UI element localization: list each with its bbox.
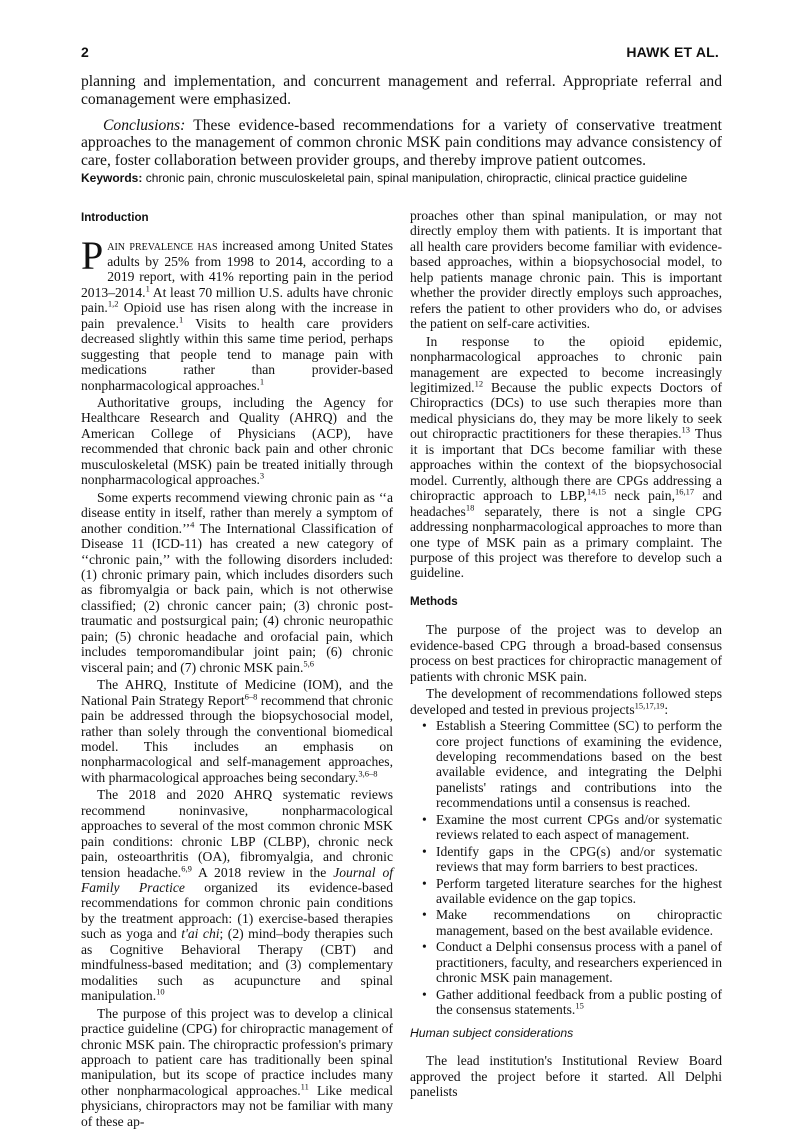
text-run: At least 70 million U.S. adults have chronic pain. (81, 284, 393, 316)
drop-cap: P (81, 233, 104, 279)
text-run: The AHRQ, Institute of Medicine (IOM), and the National Pain Strategy Report (81, 677, 393, 708)
citation: 14,15 (586, 486, 607, 497)
text-run: Like medical physicians, chiropractors may not be familiar with many of these ap- (81, 1082, 393, 1129)
citation: 1,2 (107, 298, 119, 309)
methods-heading: Methods (410, 594, 458, 608)
right-column (410, 208, 722, 1099)
keywords-text: chronic pain, chronic musculoskeletal pain, spinal manipulation, chiropractic, clinical practice guideline (142, 171, 688, 185)
taichi-term: t'ai chi (181, 926, 220, 942)
introduction-heading: Introduction (81, 211, 149, 224)
text-run: neck pain, (606, 488, 675, 504)
list-item: • Conduct a Delphi consensus process with a panel of practitioners, faculty, and researchers experienced in chronic MSK pain management. (436, 939, 722, 985)
list-item (436, 987, 722, 1018)
citation: 18 (465, 502, 475, 513)
citation: 3,6–8 (358, 768, 378, 779)
intro-paragraph-3 (81, 490, 393, 675)
citation: 1 (145, 283, 150, 294)
citation: 1 (178, 314, 184, 325)
left-column (81, 208, 393, 1129)
citation: 6,9 (181, 863, 192, 874)
citation: 10 (156, 986, 165, 997)
text-run: Some experts recommend viewing chronic pain as ‘‘a disease entity in itself, rather than merely a symptom of another condition.’’ (81, 489, 393, 536)
text-run: In response to the opioid epidemic, nonpharmacological approaches to chronic pain management are expected to become increasingly legitimized. (410, 333, 722, 395)
list-item: • Make recommendations on chiropractic management, based on the best available evidence. (436, 907, 722, 938)
text-run: Visits to health care providers decreased slightly within this same time period, perhaps suggesting that people tend to manage pain with medications rather than provider-based nonpharmacological approaches. (81, 315, 393, 393)
methods-steps-list (410, 718, 722, 1018)
intro-paragraph-6 (81, 1006, 393, 1129)
citation: 1 (259, 376, 265, 386)
keywords (81, 171, 722, 186)
list-item: • Establish a Steering Committee (SC) to perform the core project functions of examining the evidence, developing recommendations based on the best available evidence, and integrating the Delphi panelists' ratings and contributions into the recommendations until a consensus is reached. (436, 718, 722, 811)
intro-paragraph-5 (81, 787, 393, 1003)
citation: 15,17,19 (634, 700, 665, 711)
text-run: : (664, 701, 669, 717)
abstract-conclusions (81, 117, 722, 170)
text-run: ; (2) mind–body therapies such as Cognitive Behavioral Therapy (CBT) and mindfulness-based meditation; and (3) complementary modalities such as acupuncture and spinal manipulation. (81, 926, 393, 1004)
text-run: separately, there is not a single CPG addressing nonpharmacological approaches to more than one type of MSK pain as a primary complaint. The purpose of this project was therefore to develop such a guideline. (410, 503, 722, 581)
human-subject-subheading: Human subject considerations (410, 1025, 574, 1040)
text-run: increased among United States adults by 25% from 1998 to 2014, according to a 2019 report, with 41% reporting pain in the period 2013–2014. (81, 238, 393, 300)
keywords-label: Keywords: (81, 171, 143, 185)
text-run: The development of recommendations followed steps developed and tested in previous projects (410, 686, 722, 717)
citation: 4 (190, 519, 195, 530)
citation: 3 (259, 470, 265, 481)
text-run: The International Classification of Disease 11 (ICD-11) has created a new category of ‘‘chronic pain,’’ with the following disorders included: (1) chronic primary pain, which includes disorders such as fibromyalgia or back pain, which is not otherwise classified; (2) chronic cancer pain; (3) chronic post-traumatic and postsurgical pain; (4) chronic neuropathic pain; (5) chronic headache and orofacial pain, which includes temporomandibular joint pain; (6) chronic visceral pain; and (7) chronic MSK pain. (81, 520, 393, 675)
running-head: HAWK ET AL. (626, 44, 719, 60)
citation: 6–8 (244, 691, 258, 702)
text-run: A 2018 review in the (191, 864, 334, 880)
conclusions-label: Conclusions: (103, 116, 186, 134)
abstract-methods-continuation: planning and implementation, and concurrent management and referral. Appropriate referral and comanagement were emphasized. (81, 73, 722, 108)
citation: 15 (575, 1000, 584, 1011)
text-run: Gather additional feedback from a public posting of the consensus statements. (436, 986, 722, 1018)
methods-paragraph-3: The lead institution's Institutional Review Board approved the project before it started. All Delphi panelists (410, 1053, 722, 1100)
methods-paragraph-1: The purpose of the project was to develop an evidence-based CPG through a broad-based consensus process on best practices for chiropractic management of patients with chronic MSK pain. (410, 622, 722, 684)
text-run: and headaches (410, 488, 722, 519)
list-item: • Identify gaps in the CPG(s) and/or systematic reviews that may form barriers to best practices. (436, 844, 722, 875)
intro-smallcaps: ain prevalence has (107, 238, 218, 254)
methods-paragraph-2 (410, 686, 722, 717)
journal-title: Journal of Family Practice (81, 864, 394, 896)
text-run: Authoritative groups, including the Agency for Healthcare Research and Quality (AHRQ) and the American College of Physicians (ACP), have recommended that chronic back pain and other chronic musculoskeletal (MSK) pain be treated initially through nonpharmacological approaches. (81, 394, 393, 488)
text-run: proaches other than spinal manipulation, or may not directly employ them with patients. It is important that all health care providers become familiar with evidence-based approaches, within a biopsychosocial model, to help patients manage chronic pain. This is important whether the provider directly employs such approaches, refers the patient to other providers who do, or advises the patient on self-care activities. (410, 208, 722, 332)
text-run: The purpose of this project was to develop a clinical practice guideline (CPG) for chiropractic management of chronic MSK pain. The chiropractic profession's primary approach to patient care has traditionally been spinal manipulation, but its scope of practice includes many other nonpharmacological approaches. (81, 1005, 393, 1098)
text-run: Opioid use has risen along with the increase in pain prevalence. (81, 300, 393, 331)
text-run: organized its evidence-based recommendations for common chronic pain conditions by the treatment approach: (1) exercise-based therapies such as yoga and (81, 880, 393, 942)
text-run: recommend that chronic pain be addressed through the biopsychosocial model, rather than solely through the conventional biomedical model. This includes an emphasis on nonpharmacological and self-management approaches, with pharmacological approaches being secondary. (81, 692, 393, 785)
citation: 11 (300, 1081, 309, 1092)
citation: 16,17 (674, 486, 695, 497)
text-run: The 2018 and 2020 AHRQ systematic reviews recommend noninvasive, nonpharmacological approaches to several of the most common chronic MSK pain conditions: chronic LBP (CLBP), chronic neck pain, osteoarthritis (OA), fibromyalgia, and chronic tension headache. (81, 787, 393, 880)
citation: 12 (474, 378, 484, 389)
conclusions-text: These evidence-based recommendations for a variety of conservative treatment approaches to the management of common chronic MSK pain conditions may advance consistency of care, foster collaboration between provider groups, and thereby improve patient outcomes. (81, 116, 722, 170)
intro-paragraph-1 (81, 233, 393, 393)
list-item: • Examine the most current CPGs and/or systematic reviews related to each aspect of management. (436, 812, 722, 843)
page-number: 2 (81, 44, 89, 60)
abstract (81, 73, 722, 170)
list-item: • Perform targeted literature searches for the highest available evidence on the gap topics. (436, 876, 722, 907)
citation: 5,6 (303, 658, 314, 669)
intro-paragraph-6-continued (410, 208, 722, 332)
intro-paragraph-2 (81, 395, 393, 488)
intro-paragraph-7 (410, 334, 722, 581)
citation: 13 (681, 424, 691, 435)
intro-paragraph-4 (81, 677, 393, 785)
text-run: Thus it is important that DCs become familiar with these approaches within the context of the biopsychosocial model. Currently, although there are CPGs addressing a chiropractic approach to LBP, (410, 426, 723, 504)
text-run: Because the public expects Doctors of Chiropractics (DCs) to use such therapies more than medical physicians do, they may be more likely to seek out chiropractic practitioners for these therapies. (410, 379, 722, 442)
